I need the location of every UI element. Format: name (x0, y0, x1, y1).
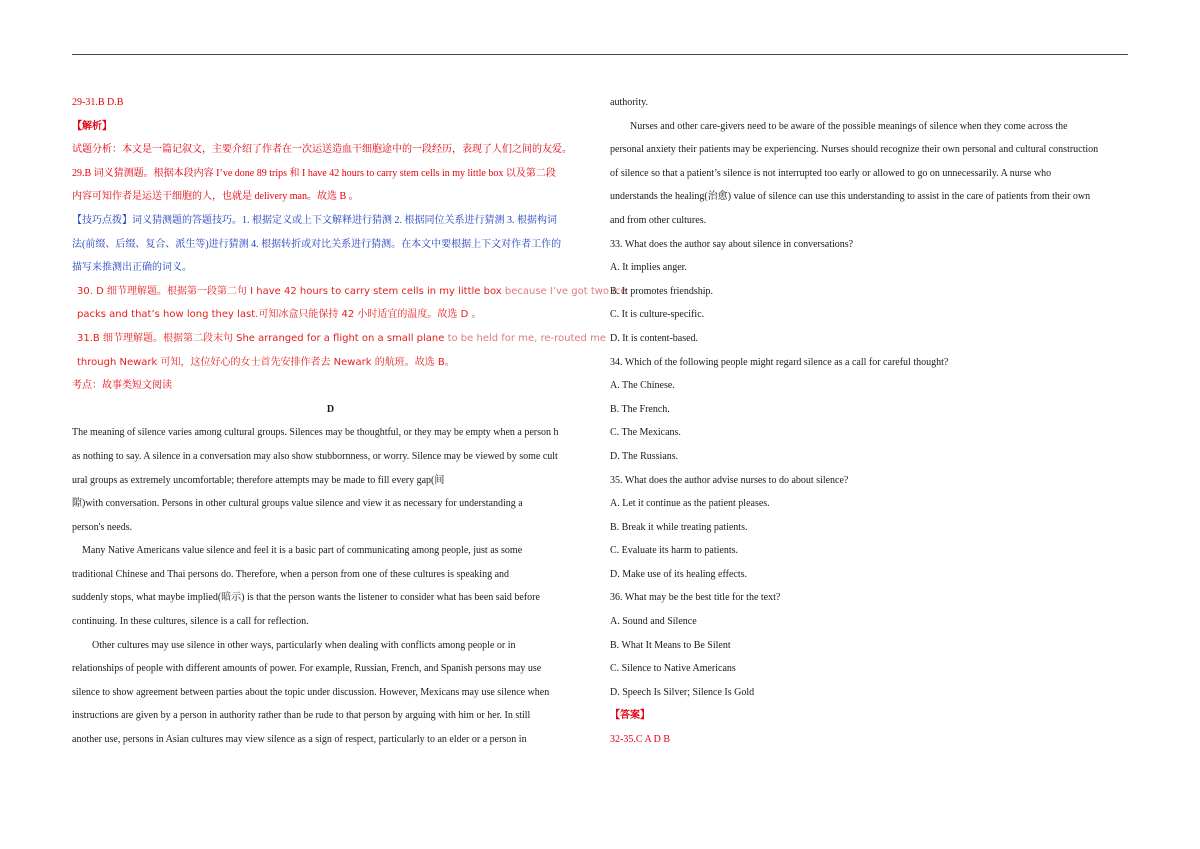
paragraph-line: suddenly stops, what maybe implied(暗示) is that the person wants the listener to consider what has been said before (72, 592, 540, 604)
paragraph-line: Other cultures may use silence in other ways, particularly when dealing with conflicts among people or in (92, 639, 516, 651)
q30-text-a: 30. D 细节理解题。根据第一段第二句 I have 42 hours to carry stem cells in my little box (77, 285, 505, 297)
question-36: 36. What may be the best title for the text? (610, 592, 781, 604)
question-33: 33. What does the author say about silence in conversations? (610, 238, 854, 250)
q29-explanation-line2: 内容可知作者是运送干细胞的人，也就是 delivery man。故选 B 。 (72, 191, 359, 203)
tips-line1: 【技巧点拨】词义猜测题的答题技巧。1. 根据定义或上下文解释进行猜测 2. 根据同位关系进行猜测 3. 根据构词 (72, 214, 557, 226)
answer-line: 29-31.B D.B (72, 97, 124, 108)
paragraph-line: traditional Chinese and Thai persons do. Therefore, when a person from one of these cultures is speaking and (72, 568, 510, 580)
q31-text-a: 31.B 细节理解题。根据第二段末句 She arranged for a flight on a small plane (77, 332, 448, 344)
analysis-tag: 【解析】 (72, 120, 112, 132)
passage-paragraph-2 (72, 539, 589, 633)
paragraph-line: personal anxiety their patients may be experiencing. Nurses should recognize their own personal and cultural construction (610, 144, 1099, 156)
section-heading: D (326, 403, 335, 415)
option-34-d: D. The Russians. (610, 450, 679, 462)
header-rule (72, 54, 1128, 55)
passage-paragraph-1 (72, 421, 589, 539)
q31-explanation-line1 (72, 327, 606, 351)
question-34: 34. Which of the following people might regard silence as a call for careful thought? (610, 356, 949, 368)
paragraph-line: relationships of people with different amounts of power. For example, Russian, French, and Spanish persons may use (72, 663, 542, 675)
tips-line2: 法(前缀、后缀、复合、派生等)进行猜测 4. 根据转折或对比关系进行猜测。在本文中要根据上下文对作者工作的 (72, 238, 562, 250)
option-33-c: C. It is culture-specific. (610, 309, 705, 321)
question-35: 35. What does the author advise nurses to do about silence? (610, 474, 849, 486)
option-35-b: B. Break it while treating patients. (610, 521, 748, 533)
q31-text-b: to be held for me, re-routed me (447, 332, 606, 344)
option-33-d: D. It is content-based. (610, 332, 699, 344)
paragraph-line: 隙)with conversation. Persons in other cultural groups value silence and view it as necessary for understanding a (72, 498, 523, 510)
option-35-d: D. Make use of its healing effects. (610, 568, 747, 580)
paragraph-line: as nothing to say. A silence in a conversation may also show stubbornness, or worry. Silence may be viewed by some cult (72, 450, 558, 462)
option-36-a: A. Sound and Silence (610, 616, 697, 628)
paragraph-line: silence to show agreement between parties about the topic under discussion. However, Mexicans may use silence when (72, 686, 550, 698)
paragraph-line: of silence so that a patient’s silence is not interrupted too early or allowed to go on unnecessarily. A nurse who (610, 167, 1052, 179)
q29-explanation-line1: 29.B 词义猜测题。根据本段内容 I’ve done 89 trips 和 I have 42 hours to carry stem cells in my little box 以及第二段 (72, 167, 556, 179)
tips-line3: 描写来推测出正确的词义。 (72, 262, 192, 274)
analysis-summary: 试题分析：本文是一篇记叙文，主要介绍了作者在一次运送造血干细胞途中的一段经历，表现了人们之间的友爱。 (72, 144, 572, 156)
option-34-c: C. The Mexicans. (610, 427, 681, 439)
option-36-d: D. Speech Is Silver; Silence Is Gold (610, 686, 755, 698)
passage-paragraph-3 (72, 634, 589, 752)
option-36-c: C. Silence to Native Americans (610, 663, 736, 675)
paragraph-line: instructions are given by a person in authority rather than be rude to that person by arguing with him or her. In still (72, 710, 531, 722)
q30-explanation-line1 (72, 280, 627, 304)
option-34-b: B. The French. (610, 403, 670, 415)
paragraph-line: Nurses and other care-givers need to be aware of the possible meanings of silence when they come across the (630, 120, 1068, 132)
kaodian-line: 考点：故事类短文阅读 (72, 380, 172, 392)
q30-text-b: because I’ve got two ice (504, 285, 627, 297)
paragraph-line: The meaning of silence varies among cultural groups. Silences may be thoughtful, or they may be empty when a person h (72, 427, 559, 439)
q30-explanation-line2: packs and that’s how long they last.可知冰盒只能保持 42 小时适宜的温度。故选 D 。 (77, 309, 482, 321)
answer-key: 32-35.C A D B (610, 734, 671, 746)
option-34-a: A. The Chinese. (610, 380, 675, 392)
option-33-b: B. It promotes friendship. (610, 285, 714, 297)
option-35-a: A. Let it continue as the patient pleases. (610, 498, 770, 510)
right-column (610, 91, 1130, 752)
paragraph-line: person's needs. (72, 521, 133, 533)
option-35-c: C. Evaluate its harm to patients. (610, 545, 739, 557)
paragraph-line: continuing. In these cultures, silence is a call for reflection. (72, 616, 309, 628)
paragraph-line: another use, persons in Asian cultures may view silence as a sign of respect, particularly to an elder or a person in (72, 734, 527, 746)
q31-explanation-line2: through Newark 可知，这位好心的女士首先安排作者去 Newark 的航班。故选 B。 (77, 356, 455, 368)
paragraph-line: understands the healing(治愈) value of silence can use this understanding to assist in the care of patients from their own (610, 191, 1091, 203)
paragraph-line: and from other cultures. (610, 214, 707, 226)
answer-tag: 【答案】 (610, 710, 650, 722)
option-36-b: B. What It Means to Be Silent (610, 639, 731, 651)
paragraph-3-end: authority. (610, 97, 648, 108)
paragraph-line: Many Native Americans value silence and feel it is a basic part of communicating among people, just as some (82, 545, 523, 557)
paragraph-line: ural groups as extremely uncomfortable; therefore attempts may be made to fill every gap(间 (72, 474, 445, 486)
passage-paragraph-4 (610, 115, 1130, 233)
option-33-a: A. It implies anger. (610, 262, 687, 274)
left-column (72, 91, 627, 752)
